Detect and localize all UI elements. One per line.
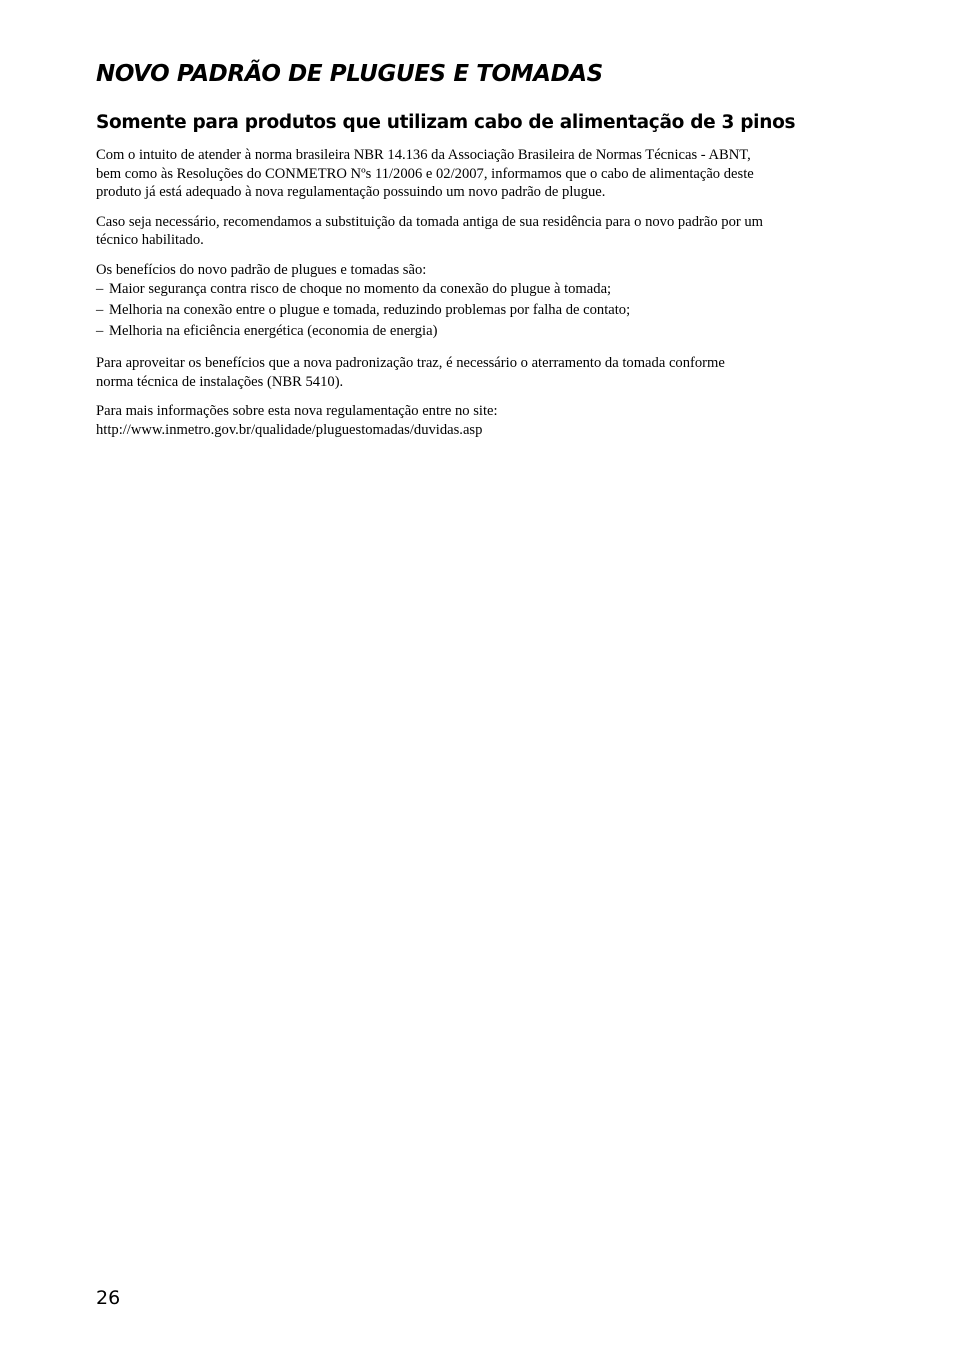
bullet-dash: – <box>96 302 104 318</box>
paragraph-outlet-replacement <box>96 213 836 250</box>
text-line: norma técnica de instalações (NBR 5410). <box>96 373 344 390</box>
bullet-dash: – <box>96 281 104 297</box>
text-line: Com o intuito de atender à norma brasileira NBR 14.136 da Associação Brasileira de Normas Técnicas - ABNT, <box>96 147 751 163</box>
paragraph-abnt-compliance <box>96 146 836 202</box>
benefits-section <box>96 261 836 343</box>
text-line: Caso seja necessário, recomendamos a substituição da tomada antiga de sua residência para o novo padrão por um <box>96 213 764 230</box>
bullet-dash: – <box>96 323 104 339</box>
text-line: produto já está adequado à nova regulamentação possuindo um novo padrão de plugue. <box>96 184 606 200</box>
benefits-list <box>96 279 836 342</box>
list-item <box>96 279 836 300</box>
paragraph-grounding <box>96 354 836 391</box>
page-title: NOVO PADRÃO DE PLUGUES E TOMADAS <box>96 61 603 87</box>
text-line: técnico habilitado. <box>96 232 204 248</box>
paragraph-more-info <box>96 402 836 439</box>
inmetro-link[interactable]: http://www.inmetro.gov.br/qualidade/pluguestomadas/duvidas.asp <box>96 421 483 438</box>
list-item <box>96 321 836 342</box>
benefits-intro: Os benefícios do novo padrão de plugues e tomadas são: <box>96 261 427 278</box>
text-line: Para mais informações sobre esta nova regulamentação entre no site: <box>96 403 498 419</box>
list-item-text: Melhoria na conexão entre o plugue e tomada, reduzindo problemas por falha de contato; <box>109 302 631 318</box>
list-item-text: Maior segurança contra risco de choque no momento da conexão do plugue à tomada; <box>109 281 612 297</box>
text-line: bem como às Resoluções do CONMETRO Nºs 11/2006 e 02/2007, informamos que o cabo de alimentação deste <box>96 165 754 182</box>
text-line: Para aproveitar os benefícios que a nova padronização traz, é necessário o aterramento da tomada conforme <box>96 355 725 371</box>
section-subtitle: Somente para produtos que utilizam cabo de alimentação de 3 pinos <box>96 112 796 133</box>
document-page <box>96 58 836 450</box>
list-item <box>96 300 836 321</box>
page-number: 26 <box>96 1287 121 1309</box>
list-item-text: Melhoria na eficiência energética (economia de energia) <box>109 323 438 339</box>
